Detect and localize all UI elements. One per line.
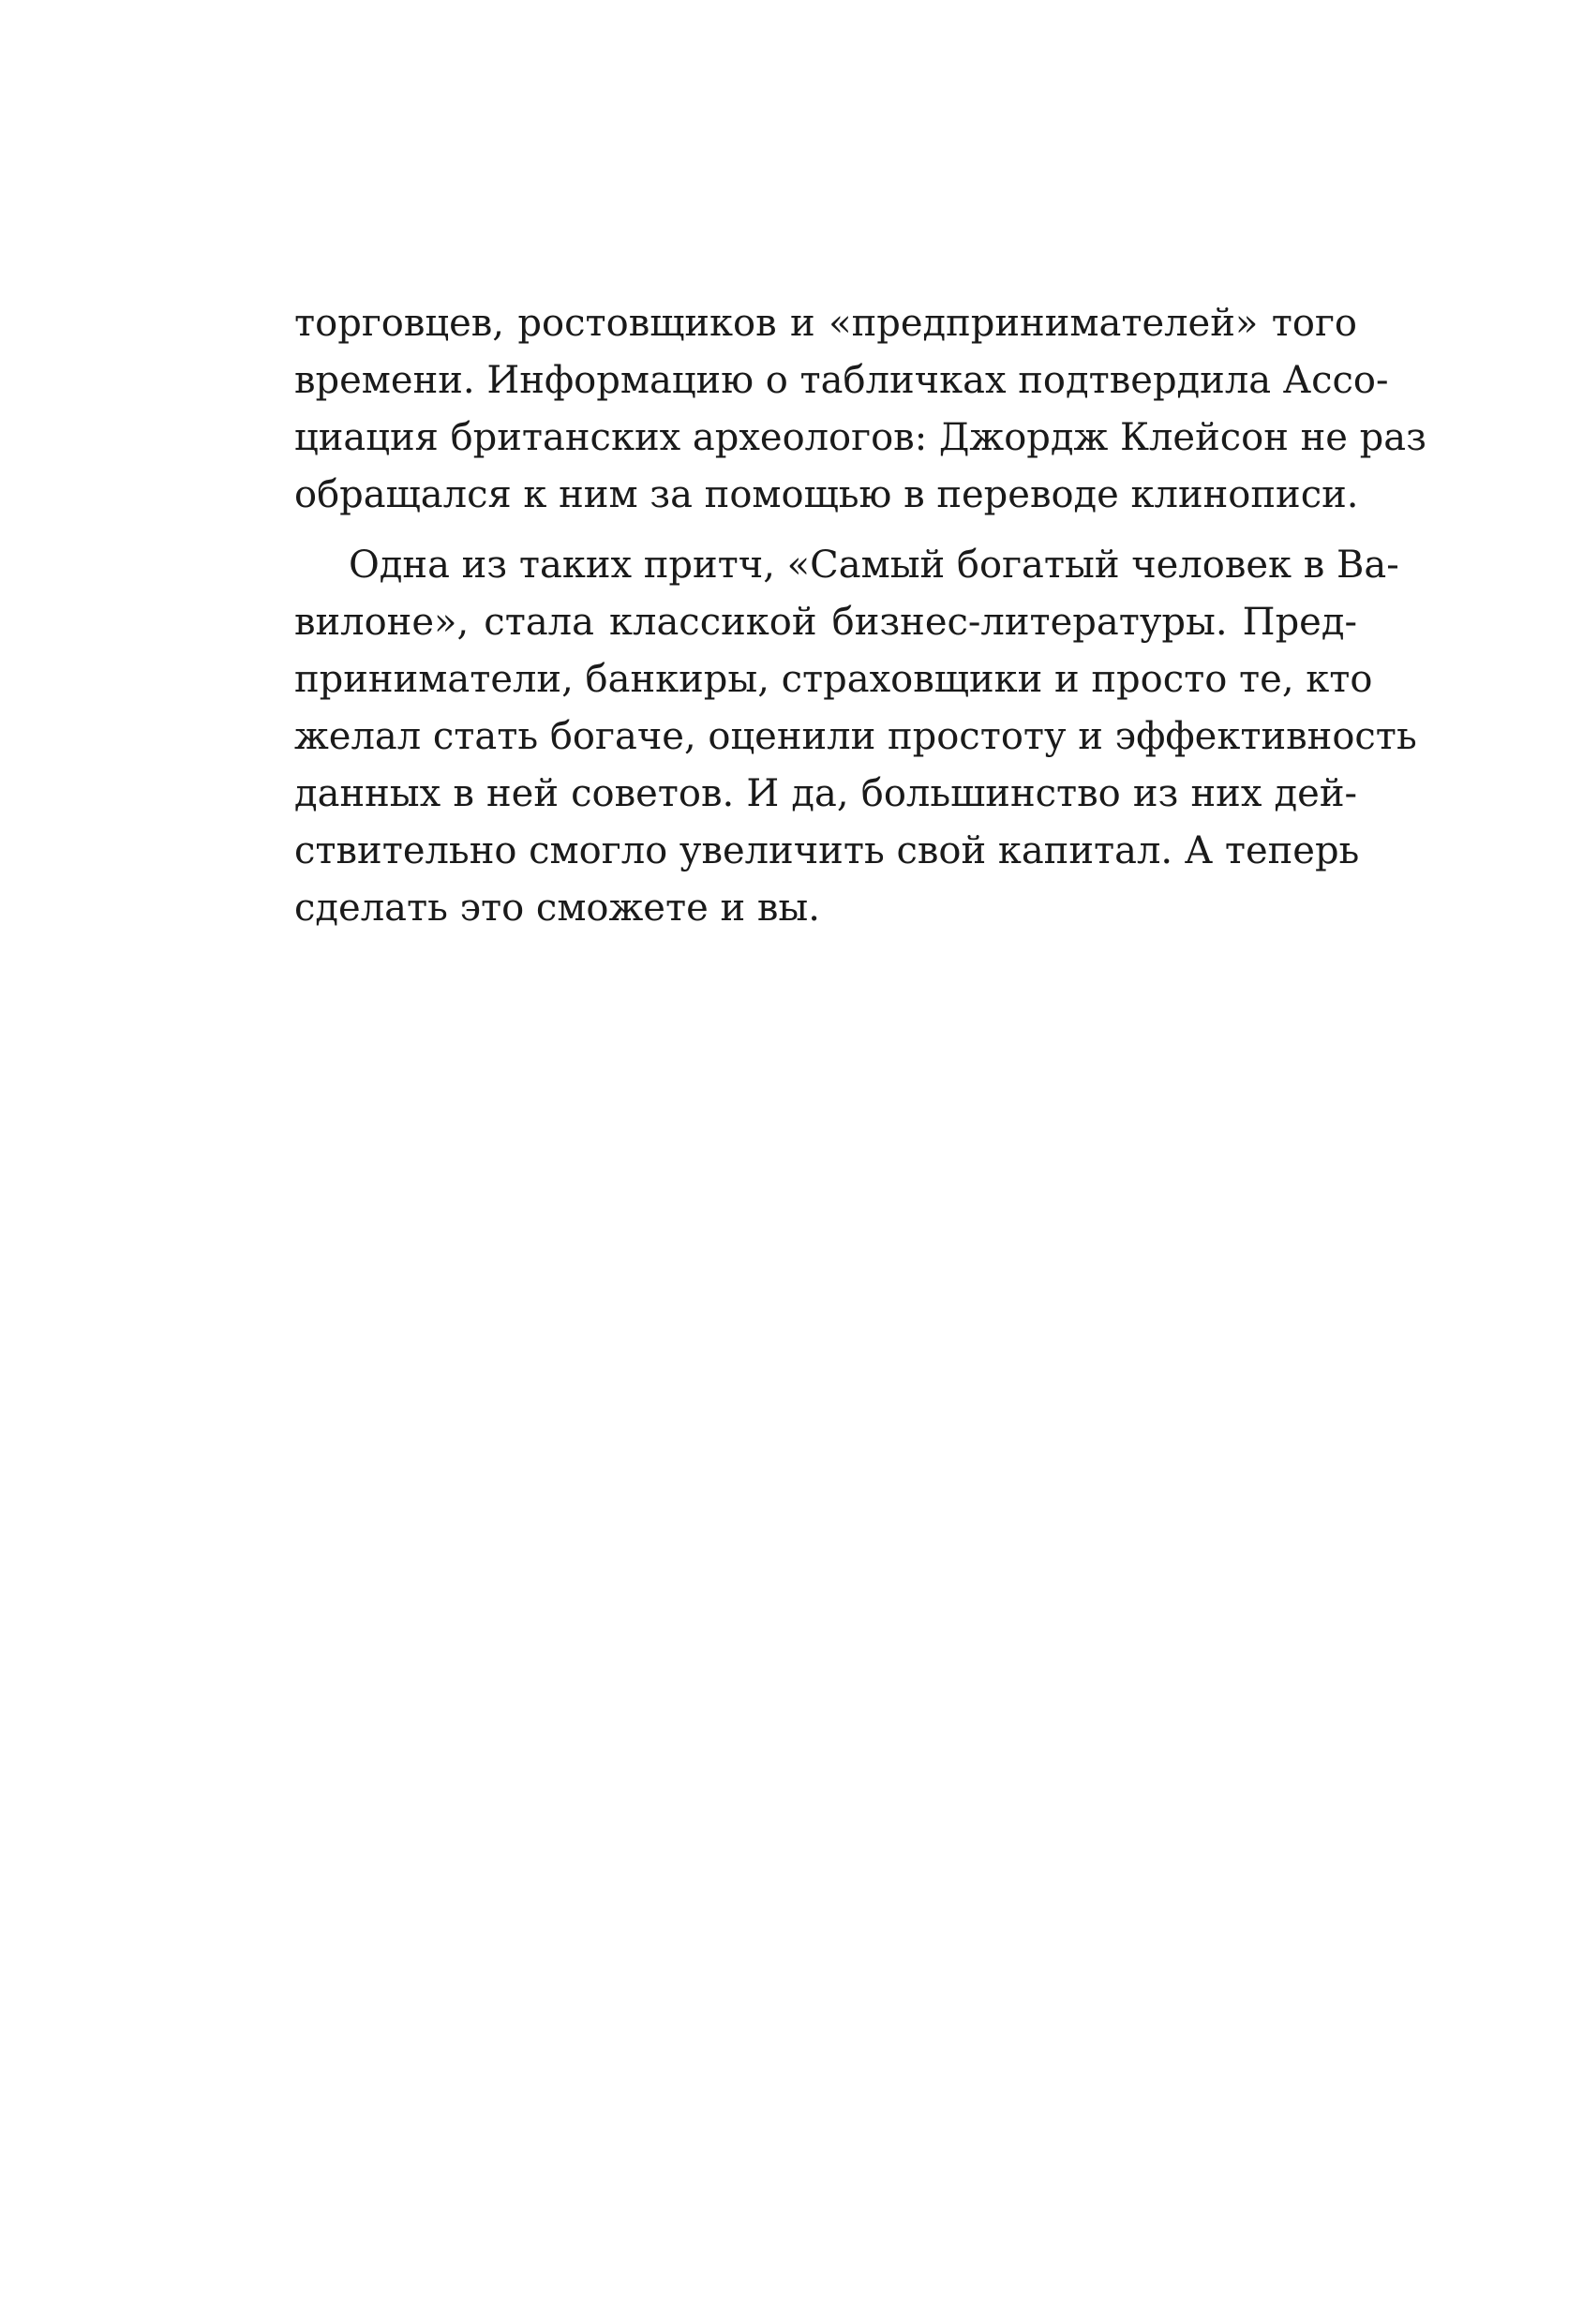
paragraph-1: [294, 295, 1426, 524]
text-line: торговцев, ростовщиков и «предпринимателей» того: [294, 302, 1357, 345]
text-line: сделать это сможете и вы.: [294, 886, 820, 930]
paragraph-2: [294, 537, 1417, 937]
body-text: [294, 295, 1426, 937]
text-line: желал стать богаче, оценили простоту и эффективность: [294, 715, 1417, 758]
text-line: ствительно смогло увеличить свой капитал. А теперь: [294, 829, 1360, 872]
text-line: времени. Информацию о табличках подтвердила Ассо-: [294, 359, 1389, 402]
paragraph-gap: [294, 524, 1357, 537]
text-line: Одна из таких притч, «Самый богатый человек в Ва-: [349, 544, 1399, 587]
text-line: данных в ней советов. И да, большинство из них дей-: [294, 772, 1357, 815]
text-line: вилоне», стала классикой бизнес-литературы. Пред-: [294, 601, 1357, 644]
text-line: приниматели, банкиры, страховщики и просто те, кто: [294, 658, 1373, 701]
text-line: обращался к ним за помощью в переводе клинописи.: [294, 473, 1359, 516]
text-line: циация британских археологов: Джордж Клейсон не раз: [294, 416, 1426, 459]
